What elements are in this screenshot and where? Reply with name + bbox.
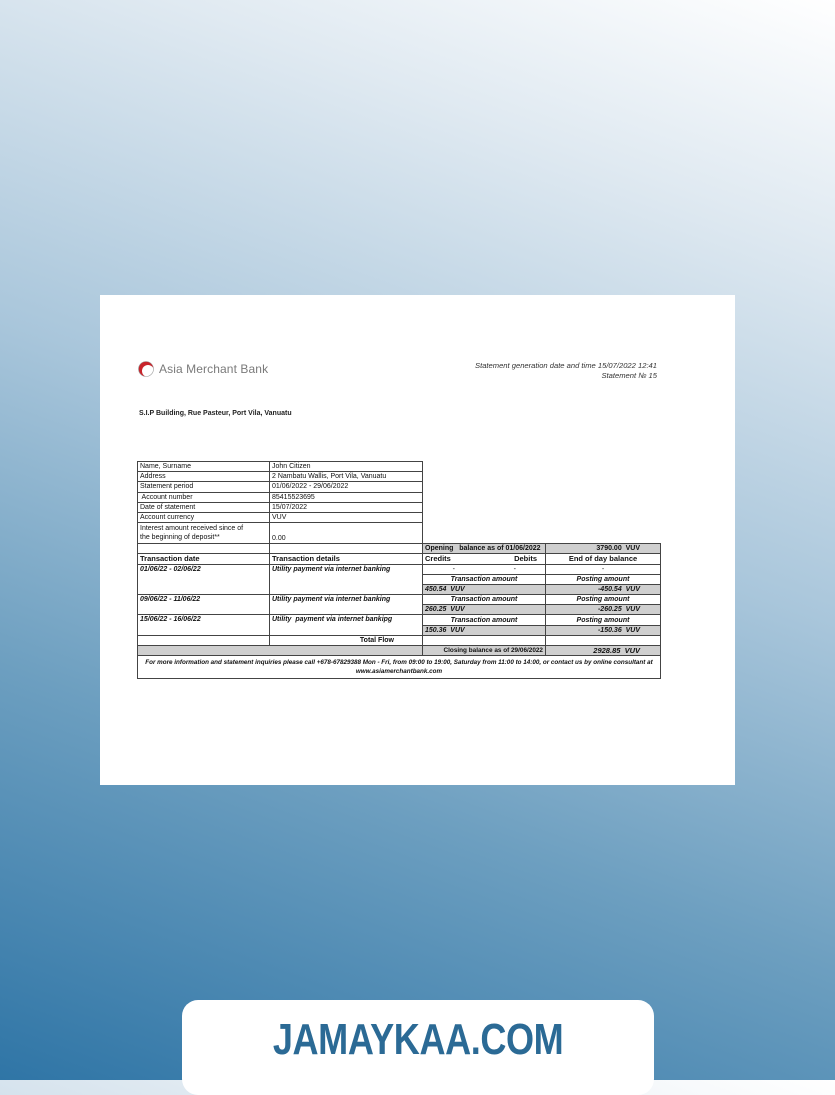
credits-dash: - — [423, 564, 485, 574]
header-end-of-day-balance: End of day balance — [546, 554, 661, 564]
customer-row — [138, 512, 661, 522]
bank-statement-document — [100, 295, 735, 785]
interest-label-line1: Interest amount received since of — [140, 524, 244, 532]
transaction-amount: 260.25 VUV — [423, 605, 546, 615]
transaction-amount: 450.54 VUV — [423, 584, 546, 594]
transaction-details: Utility payment via internet banking — [270, 595, 423, 615]
transaction-details: Utility payment via internet banking — [270, 564, 423, 595]
interest-label-line2: the beginning of deposit** — [140, 534, 220, 542]
transaction-date: 01/06/22 - 02/06/22 — [138, 564, 270, 595]
eod-dash: - — [546, 564, 661, 574]
watermark-text: JAMAYKAA.COM — [272, 1015, 564, 1064]
header-transaction-details: Transaction details — [270, 554, 423, 564]
bank-name: Asia Merchant Bank — [159, 362, 269, 376]
transaction-row — [138, 564, 661, 574]
customer-value: 2 Nambatu Wallis, Port Vila, Vanuatu — [270, 472, 423, 482]
closing-balance-row — [138, 646, 661, 656]
customer-label: Name, Surname — [138, 462, 270, 472]
transaction-row — [138, 615, 661, 625]
customer-label: Statement period — [138, 482, 270, 492]
debits-dash: - — [485, 564, 546, 574]
transaction-date: 09/06/22 - 11/06/22 — [138, 595, 270, 615]
customer-row — [138, 482, 661, 492]
customer-row — [138, 492, 661, 502]
interest-row — [138, 523, 661, 544]
customer-value: 15/07/2022 — [270, 502, 423, 512]
bank-logo — [138, 361, 268, 377]
customer-row — [138, 472, 661, 482]
column-headers — [138, 554, 661, 564]
header-debits: Debits — [485, 554, 546, 564]
watermark-banner — [182, 1000, 654, 1095]
transaction-details: Utility payment via internet bankipg — [270, 615, 423, 635]
statement-meta — [475, 361, 657, 381]
transaction-row — [138, 595, 661, 605]
posting-amount-label: Posting amount — [546, 615, 661, 625]
customer-value: John Citizen — [270, 462, 423, 472]
opening-balance-label: Opening balance as of 01/06/2022 — [423, 544, 546, 554]
posting-amount: -150.36 VUV — [546, 625, 661, 635]
posting-amount-label: Posting amount — [546, 595, 661, 605]
posting-amount: -450.54 VUV — [546, 584, 661, 594]
customer-label: Address — [138, 472, 270, 482]
closing-balance-value: 2928.85 VUV — [546, 646, 661, 656]
customer-value: VUV — [270, 512, 423, 522]
transaction-amount-label: Transaction amount — [423, 615, 546, 625]
customer-value: 01/06/2022 - 29/06/2022 — [270, 482, 423, 492]
transaction-amount: 150.36 VUV — [423, 625, 546, 635]
customer-label: Account currency — [138, 512, 270, 522]
statement-number: Statement № 15 — [601, 371, 657, 380]
opening-balance-value: 3790.00 VUV — [546, 544, 661, 554]
total-flow-label: Total Flow — [270, 635, 423, 645]
opening-balance-row — [138, 544, 661, 554]
closing-balance-label: Closing balance as of 29/06/2022 — [423, 646, 546, 656]
transaction-amount-label: Transaction amount — [423, 574, 546, 584]
transaction-date: 15/06/22 - 16/06/22 — [138, 615, 270, 635]
header-transaction-date: Transaction date — [138, 554, 270, 564]
posting-amount: -260.25 VUV — [546, 605, 661, 615]
footer-note: For more information and statement inquiries please call +678-67829388 Mon - Fri, from 09:00 to 19:00, Saturday from 11:00 to 14:00, or contact us by online consultant at www.asiamerchantbank.com — [138, 656, 661, 679]
interest-value — [270, 523, 423, 544]
transaction-amount-label: Transaction amount — [423, 595, 546, 605]
total-flow-row — [138, 635, 661, 645]
footer-note-row — [138, 656, 661, 679]
generation-datetime: Statement generation date and time 15/07/2022 12:41 — [475, 361, 657, 370]
customer-row — [138, 462, 661, 472]
customer-label: Account number — [138, 492, 270, 502]
statement-table — [137, 461, 661, 679]
customer-row — [138, 502, 661, 512]
interest-value-text: 0.00 — [272, 535, 286, 543]
bank-logo-icon — [138, 361, 154, 377]
bank-address: S.I.P Building, Rue Pasteur, Port Vila, Vanuatu — [139, 410, 292, 417]
customer-label: Date of statement — [138, 502, 270, 512]
interest-label — [138, 523, 270, 544]
customer-value: 85415523695 — [270, 492, 423, 502]
posting-amount-label: Posting amount — [546, 574, 661, 584]
header-credits: Credits — [423, 554, 485, 564]
